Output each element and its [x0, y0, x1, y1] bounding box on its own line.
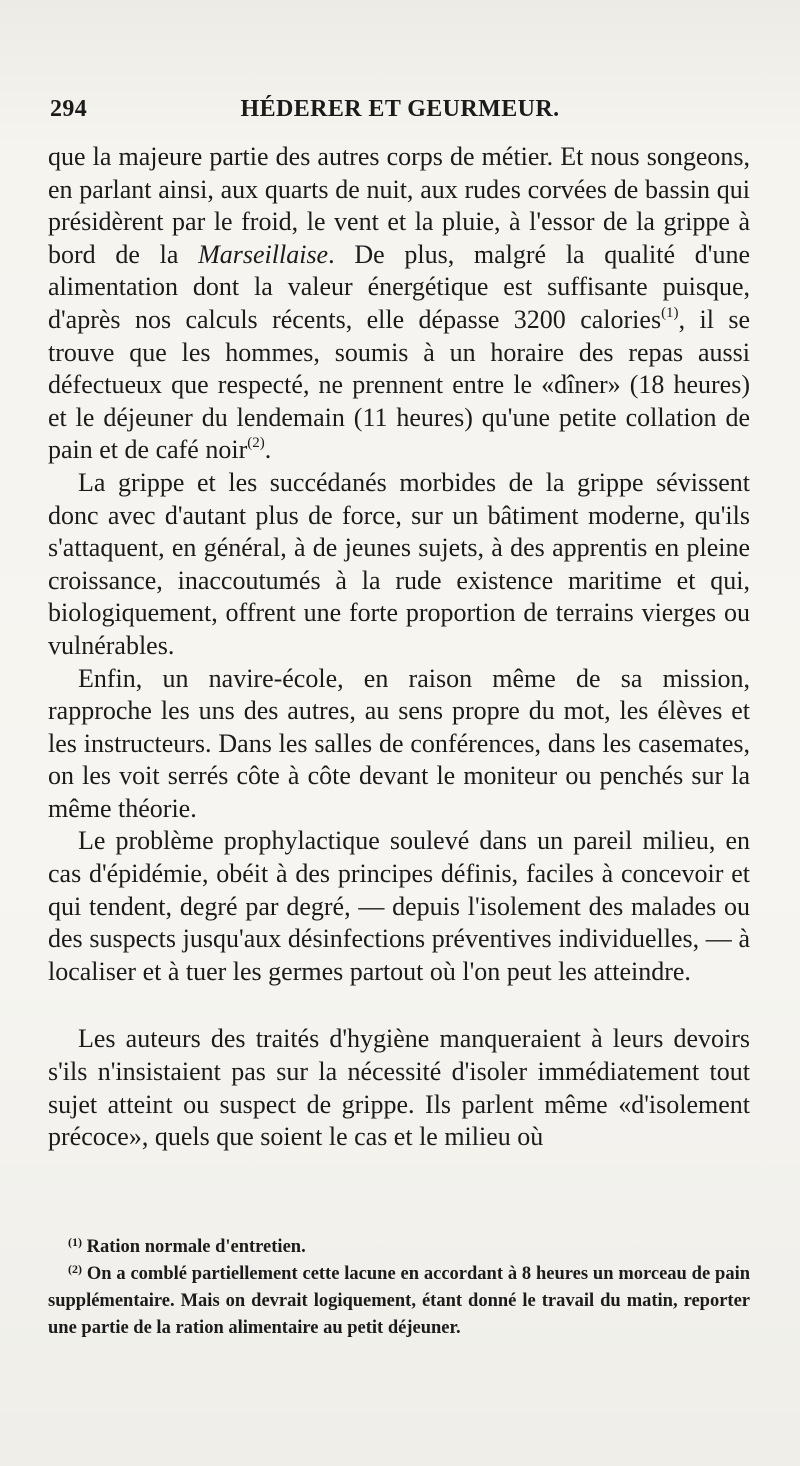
page-number: 294 — [50, 96, 88, 122]
paragraph-text: . — [264, 435, 272, 465]
paragraph: Le problème prophylactique soulevé dans un pareil milieu, en cas d'épidémie, obéit à des principes définis, faciles à concevoir et qui tendent, degré par degré, — depuis l'isolement des malades ou des suspects jusqu'aux désinfections préventives individuelles, — à localiser et à tuer les germes partout où l'on peut les atteindre. — [48, 826, 750, 986]
ship-name: Marseillaise — [198, 239, 329, 269]
paragraph: La grippe et les succédanés morbides de la grippe sévissent donc avec d'autant plus de force, sur un bâtiment moderne, qu'ils s'attaquent, en général, à de jeunes sujets, à des apprentis en pleine croissance, inaccoutumés à la rude existence maritime et qui, biologiquement, offrent une forte proportion de terrains vierges ou vulnérables. — [48, 467, 750, 660]
footnote-reference: (1) — [661, 304, 679, 321]
footnotes — [48, 1234, 750, 1342]
paragraph-text: que la majeure partie des autres corps de métier. Et nous songeons, en parlant ainsi, aux quarts de nuit, aux rudes corvées de bassin qui présidèrent par le froid, le vent et la pluie, à l'essor de la grippe à bord de la — [48, 142, 750, 269]
page-header — [50, 96, 750, 130]
footnote — [48, 1261, 750, 1342]
footnote-text: On a comblé partiellement cette lacune en accordant à 8 heures un morceau de pain supplémentaire. Mais on devrait logiquement, étant donné le travail du matin, reporter une partie de la ration alimentaire au petit déjeuner. — [48, 1264, 750, 1338]
footnote-mark: (1) — [68, 1235, 82, 1249]
paragraph: Enfin, un navire-école, en raison même de sa mission, rapproche les uns des autres, au sens propre du mot, les élèves et les instructeurs. Dans les salles de conférences, dans les casemates, on les voit serrés côte à côte devant le moniteur ou penchés sur la même théorie. — [48, 663, 750, 823]
paragraph-text: , il se trouve que les hommes, soumis à un horaire des repas aussi défectueux que respecté, ne prennent entre le «dîner» (18 heures) et le déjeuner du lendemain (11 heures) qu'une petite collation de pain et de café noir — [48, 304, 750, 465]
body-text — [48, 141, 750, 1154]
running-title: HÉDERER ET GEURMEUR. — [240, 96, 560, 122]
paragraph: Les auteurs des traités d'hygiène manqueraient à leurs devoirs s'ils n'insistaient pas sur la nécessité d'isoler immédiatement tout sujet atteint ou suspect de grippe. Ils parlent même «d'isolement précoce», quels que soient le cas et le milieu où — [48, 1024, 750, 1152]
footnote-mark: (2) — [68, 1262, 82, 1276]
footnote — [48, 1234, 750, 1261]
footnote-reference: (2) — [247, 435, 265, 452]
footnote-text: Ration normale d'entretien. — [86, 1237, 306, 1257]
paragraph-continued — [48, 141, 750, 467]
paragraph-text: . De plus, malgré la qualité d'une alimentation dont la valeur énergétique est suffisante puisque, d'après nos calculs récents, elle dépasse 3200 calories — [48, 239, 750, 334]
